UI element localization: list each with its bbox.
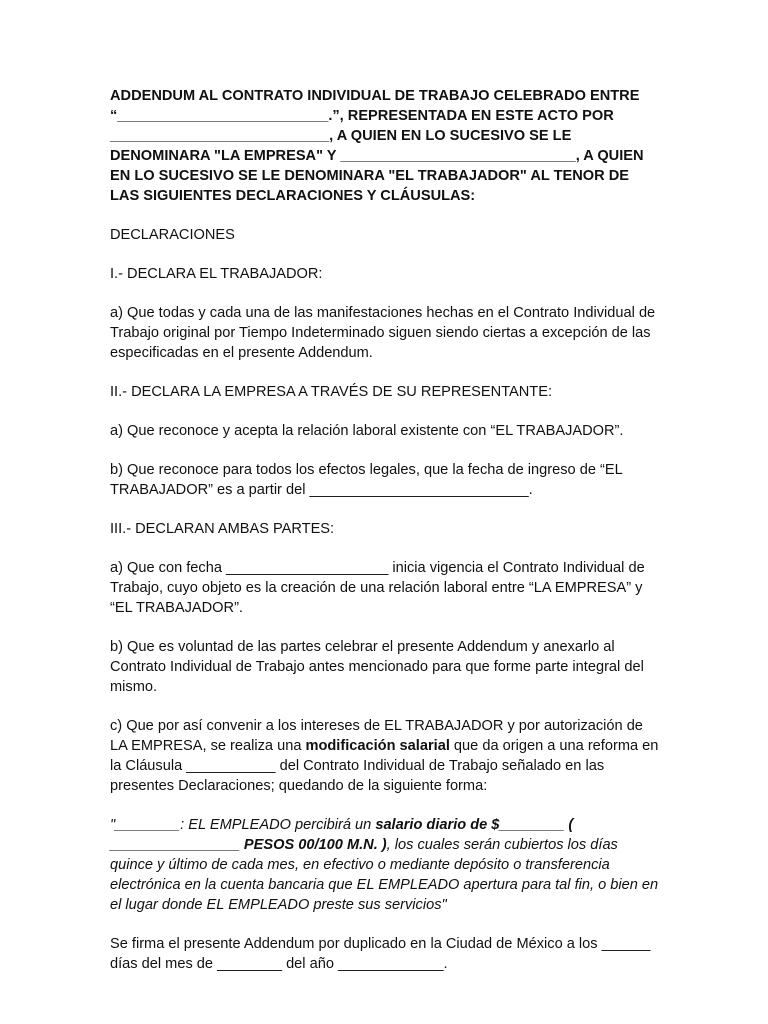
section-2-clause-b: b) Que reconoce para todos los efectos legales, que la fecha de ingreso de “EL TRABAJADOR” es a partir del ___________________________. bbox=[110, 462, 623, 498]
document-title: ADDENDUM AL CONTRATO INDIVIDUAL DE TRABAJO CELEBRADO ENTRE “__________________________.”, REPRESENTADA EN ESTE ACTO POR ___________________________, A QUIEN EN LO SUCESIVO SE LE DENOMINARA "LA EMPRESA" Y _____________________________, A QUIEN EN LO SUCESIVO SE LE DENOMINARA "EL TRABAJADOR" AL TENOR DE LAS SIGUIENTES DECLARACIONES Y CLÁUSULAS: bbox=[110, 88, 644, 204]
section-3-heading: III.- DECLARAN AMBAS PARTES: bbox=[110, 521, 335, 537]
document-page bbox=[110, 86, 662, 993]
closing-statement: Se firma el presente Addendum por duplicado en la Ciudad de México a los ______ días del mes de ________ del año _____________. bbox=[110, 936, 651, 972]
salary-amount-text: salario diario de $________ ( ________________ PESOS 00/100 M.N. ) bbox=[110, 817, 574, 853]
section-3-clause-b: b) Que es voluntad de las partes celebrar el presente Addendum y anexarlo al Contrato Individual de Trabajo antes mencionado para que forme parte integral del mismo. bbox=[110, 639, 644, 695]
clause-c-text-2: que da origen a una reforma en la Cláusula ___________ del Contrato Individual de Trabajo señalado en las presentes Declaraciones; quedando de la siguiente forma: bbox=[110, 738, 659, 794]
section-3-clause-c bbox=[110, 716, 662, 796]
section-2-heading: II.- DECLARA LA EMPRESA A TRAVÉS DE SU REPRESENTANTE: bbox=[110, 384, 552, 400]
declaraciones-heading: DECLARACIONES bbox=[110, 227, 235, 243]
section-2-clause-a: a) Que reconoce y acepta la relación laboral existente con “EL TRABAJADOR”. bbox=[110, 423, 624, 439]
section-3-clause-a: a) Que con fecha ____________________ inicia vigencia el Contrato Individual de Trabajo, cuyo objeto es la creación de una relación laboral entre “LA EMPRESA” y “EL TRABAJADOR”. bbox=[110, 560, 645, 616]
salary-clause-text-2: , los cuales serán cubiertos los días quince y último de cada mes, en efectivo o mediante depósito o transferencia electrónica en la cuenta bancaria que EL EMPLEADO apertura para tal fin, o bien en el lugar donde EL EMPLEADO preste sus servicios" bbox=[110, 837, 659, 913]
salary-clause bbox=[110, 815, 662, 915]
section-1-heading: I.- DECLARA EL TRABAJADOR: bbox=[110, 266, 323, 282]
clause-c-text-1: c) Que por así convenir a los intereses de EL TRABAJADOR y por autorización de LA EMPRESA, se realiza una bbox=[110, 718, 643, 754]
salary-modification-text: modificación salarial bbox=[305, 738, 450, 754]
section-1-clause-a: a) Que todas y cada una de las manifestaciones hechas en el Contrato Individual de Trabajo original por Tiempo Indeterminado siguen siendo ciertas a excepción de las especificadas en el presente Addendum. bbox=[110, 305, 656, 361]
salary-clause-text-1: "________: EL EMPLEADO percibirá un bbox=[110, 817, 376, 833]
